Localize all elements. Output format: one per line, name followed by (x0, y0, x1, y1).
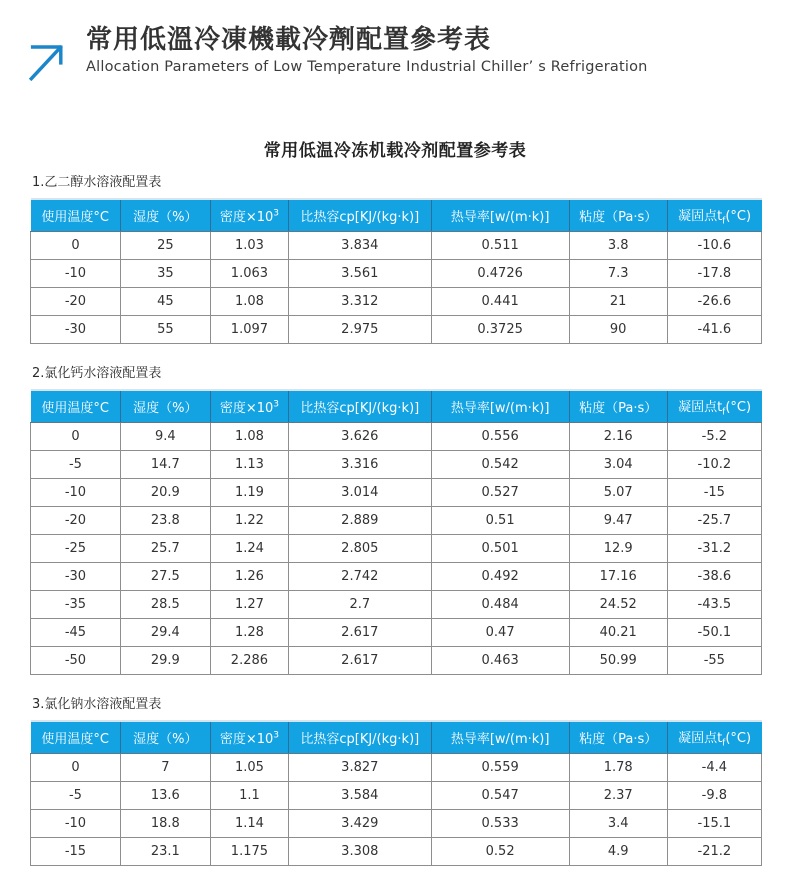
table-cell: 28.5 (120, 591, 210, 619)
data-table (30, 720, 762, 866)
table-cell: 1.26 (210, 563, 288, 591)
table-cell: -10 (31, 260, 121, 288)
table-cell: 0.4726 (431, 260, 569, 288)
table-cell: 2.16 (569, 423, 667, 451)
header-row (31, 390, 762, 423)
table-cell: 18.8 (120, 810, 210, 838)
table-row (31, 619, 762, 647)
table-cell: 1.78 (569, 754, 667, 782)
table-cell: -10.2 (667, 451, 761, 479)
table-cell: 0.52 (431, 838, 569, 866)
table-cell: 29.9 (120, 647, 210, 675)
tables (30, 171, 762, 866)
table-cell: -15 (31, 838, 121, 866)
table-cell: -25.7 (667, 507, 761, 535)
table-cell: 0.559 (431, 754, 569, 782)
table-cell: 3.014 (289, 479, 432, 507)
table-cell: -41.6 (667, 316, 761, 344)
column-header: 湿度（%） (120, 199, 210, 232)
table-row (31, 838, 762, 866)
table-row (31, 782, 762, 810)
table-cell: 0.556 (431, 423, 569, 451)
table-cell: 0.533 (431, 810, 569, 838)
table-cell: 35 (120, 260, 210, 288)
table-cell: 25 (120, 232, 210, 260)
table-cell: -38.6 (667, 563, 761, 591)
table-cell: 0.3725 (431, 316, 569, 344)
header-row (31, 199, 762, 232)
column-header: 热导率[w/(m·k)] (431, 721, 569, 754)
table-cell: 9.4 (120, 423, 210, 451)
column-header: 使用温度°C (31, 199, 121, 232)
table-cell: 0.47 (431, 619, 569, 647)
table-cell: -45 (31, 619, 121, 647)
table-cell: 3.584 (289, 782, 432, 810)
table-cell: 0 (31, 423, 121, 451)
table-cell: 0.51 (431, 507, 569, 535)
table-section (30, 693, 762, 866)
table-cell: 25.7 (120, 535, 210, 563)
table-cell: 1.063 (210, 260, 288, 288)
table-row (31, 507, 762, 535)
table-row (31, 423, 762, 451)
table-row (31, 316, 762, 344)
table-cell: 2.37 (569, 782, 667, 810)
column-header: 使用温度°C (31, 721, 121, 754)
table-row (31, 479, 762, 507)
table-cell: -20 (31, 288, 121, 316)
table-cell: 17.16 (569, 563, 667, 591)
table-cell: 3.827 (289, 754, 432, 782)
table-cell: 5.07 (569, 479, 667, 507)
table-cell: 1.13 (210, 451, 288, 479)
table-cell: 24.52 (569, 591, 667, 619)
column-header: 凝固点$t_f(^\circ C)$ (667, 390, 761, 423)
table-cell: 2.7 (289, 591, 432, 619)
column-header: 热导率[w/(m·k)] (431, 199, 569, 232)
table-cell: 1.28 (210, 619, 288, 647)
table-cell: 3.04 (569, 451, 667, 479)
document-title: 常用低温冷冻机载冷剂配置参考表 (263, 141, 527, 161)
table-cell: 12.9 (569, 535, 667, 563)
table-cell: -9.8 (667, 782, 761, 810)
table-cell: -50 (31, 647, 121, 675)
table-cell: 0.492 (431, 563, 569, 591)
column-header: 粘度（Pa·s） (569, 721, 667, 754)
table-cell: -4.4 (667, 754, 761, 782)
table-cell: -25 (31, 535, 121, 563)
table-cell: 2.742 (289, 563, 432, 591)
table-cell: 21 (569, 288, 667, 316)
column-header: 比热容cp[KJ/(kg·k)] (289, 390, 432, 423)
table-cell: 23.8 (120, 507, 210, 535)
table-cell: 29.4 (120, 619, 210, 647)
table-cell: 13.6 (120, 782, 210, 810)
table-cell: 7.3 (569, 260, 667, 288)
table-cell: 0.501 (431, 535, 569, 563)
table-cell: 0.547 (431, 782, 569, 810)
table-cell: 3.561 (289, 260, 432, 288)
table-row (31, 451, 762, 479)
table-cell: 2.617 (289, 647, 432, 675)
column-header: 湿度（%） (120, 721, 210, 754)
table-cell: -30 (31, 563, 121, 591)
table-cell: 2.975 (289, 316, 432, 344)
table-cell: 0.527 (431, 479, 569, 507)
table-cell: 1.03 (210, 232, 288, 260)
table-cell: 3.308 (289, 838, 432, 866)
brand-title: 常用低溫冷凍機載冷劑配置參考表 (86, 25, 492, 55)
table-cell: 4.9 (569, 838, 667, 866)
table-cell: -35 (31, 591, 121, 619)
table-cell: 3.429 (289, 810, 432, 838)
table-cell: -31.2 (667, 535, 761, 563)
column-header: 使用温度°C (31, 390, 121, 423)
table-cell: 2.286 (210, 647, 288, 675)
table-cell: -20 (31, 507, 121, 535)
table-cell: 1.14 (210, 810, 288, 838)
table-cell: 0 (31, 232, 121, 260)
table-cell: 0.441 (431, 288, 569, 316)
table-cell: 1.1 (210, 782, 288, 810)
column-header: 粘度（Pa·s） (569, 390, 667, 423)
table-cell: 1.097 (210, 316, 288, 344)
brand-subtitle: Allocation Parameters of Low Temperature Industrial Chiller’ s Refrigeration (86, 58, 648, 75)
table-cell: 50.99 (569, 647, 667, 675)
table-cell: 3.316 (289, 451, 432, 479)
table-cell: 2.617 (289, 619, 432, 647)
table-row (31, 563, 762, 591)
column-header: 热导率[w/(m·k)] (431, 390, 569, 423)
table-cell: -55 (667, 647, 761, 675)
table-cell: 1.05 (210, 754, 288, 782)
column-header: 密度$\times 10^3$ (210, 199, 288, 232)
brand-text-block (86, 26, 648, 75)
table-cell: -30 (31, 316, 121, 344)
table-cell: -15 (667, 479, 761, 507)
table-cell: 1.24 (210, 535, 288, 563)
table-cell: 1.08 (210, 423, 288, 451)
table-cell: -10.6 (667, 232, 761, 260)
section-label: 3.氯化钠水溶液配置表 (32, 697, 162, 712)
arrow-up-right-icon (24, 34, 70, 86)
table-cell: 55 (120, 316, 210, 344)
table-row (31, 232, 762, 260)
table-cell: 3.4 (569, 810, 667, 838)
table-cell: 2.805 (289, 535, 432, 563)
column-header: 密度$\times 10^3$ (210, 721, 288, 754)
table-row (31, 754, 762, 782)
data-table (30, 198, 762, 344)
table-cell: 0.542 (431, 451, 569, 479)
table-cell: 1.19 (210, 479, 288, 507)
table-cell: 3.312 (289, 288, 432, 316)
header-row (31, 721, 762, 754)
table-section (30, 362, 762, 675)
table-row (31, 260, 762, 288)
table-row (31, 647, 762, 675)
section-label: 2.氯化钙水溶液配置表 (32, 366, 162, 381)
column-header: 比热容cp[KJ/(kg·k)] (289, 721, 432, 754)
table-cell: 3.834 (289, 232, 432, 260)
table-cell: -50.1 (667, 619, 761, 647)
table-row (31, 288, 762, 316)
table-row (31, 535, 762, 563)
table-cell: 45 (120, 288, 210, 316)
table-cell: -21.2 (667, 838, 761, 866)
table-cell: 1.27 (210, 591, 288, 619)
table-cell: 0.511 (431, 232, 569, 260)
table-cell: 0 (31, 754, 121, 782)
table-cell: -17.8 (667, 260, 761, 288)
table-cell: 2.889 (289, 507, 432, 535)
table-cell: 90 (569, 316, 667, 344)
table-cell: 14.7 (120, 451, 210, 479)
table-cell: 3.626 (289, 423, 432, 451)
column-header: 湿度（%） (120, 390, 210, 423)
column-header: 粘度（Pa·s） (569, 199, 667, 232)
brand-header (0, 0, 790, 86)
table-cell: 0.463 (431, 647, 569, 675)
table-row (31, 591, 762, 619)
table-cell: 1.08 (210, 288, 288, 316)
table-cell: 1.22 (210, 507, 288, 535)
table-cell: -26.6 (667, 288, 761, 316)
table-cell: -5 (31, 782, 121, 810)
table-row (31, 810, 762, 838)
column-header: 比热容cp[KJ/(kg·k)] (289, 199, 432, 232)
table-cell: -43.5 (667, 591, 761, 619)
table-cell: -10 (31, 810, 121, 838)
table-cell: 1.175 (210, 838, 288, 866)
column-header: 密度$\times 10^3$ (210, 390, 288, 423)
data-table (30, 389, 762, 675)
table-cell: 9.47 (569, 507, 667, 535)
table-cell: 20.9 (120, 479, 210, 507)
table-section (30, 171, 762, 344)
table-cell: 3.8 (569, 232, 667, 260)
table-cell: 0.484 (431, 591, 569, 619)
table-cell: 27.5 (120, 563, 210, 591)
table-cell: -5 (31, 451, 121, 479)
table-cell: 40.21 (569, 619, 667, 647)
table-cell: -15.1 (667, 810, 761, 838)
table-cell: 7 (120, 754, 210, 782)
table-cell: -10 (31, 479, 121, 507)
table-cell: 23.1 (120, 838, 210, 866)
column-header: 凝固点$t_f(^\circ C)$ (667, 199, 761, 232)
table-cell: -5.2 (667, 423, 761, 451)
section-label: 1.乙二醇水溶液配置表 (32, 175, 162, 190)
column-header: 凝固点$t_f(^\circ C)$ (667, 721, 761, 754)
